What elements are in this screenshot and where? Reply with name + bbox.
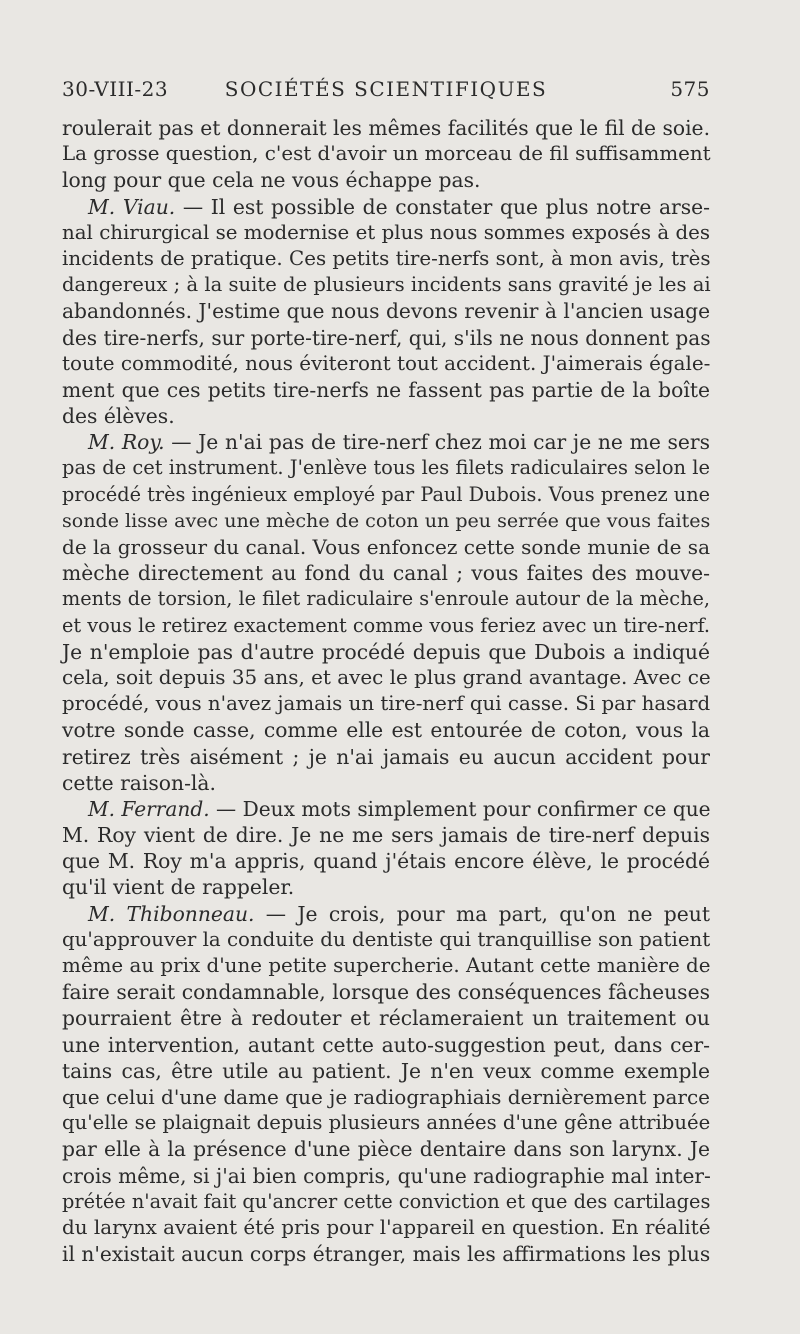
line-text: procédé très ingénieux employé par Paul Dubois. Vous prenez une <box>62 482 710 506</box>
line-text: des tire-nerfs, sur porte-tire-nerf, qui, s'ils ne nous donnent pas <box>62 325 711 350</box>
line-text: roulerait pas et donnerait les mêmes facilités que le fil de soie. <box>62 116 711 140</box>
speaker-name: M. Thibonneau. <box>88 901 255 926</box>
text-line <box>62 167 710 193</box>
text-line <box>62 691 710 717</box>
line-text: pas de cet instrument. J'enlève tous les filets radiculaires selon le <box>62 456 710 480</box>
text-line <box>62 1084 710 1110</box>
text-line <box>62 377 710 403</box>
text-line <box>62 1189 710 1215</box>
text-line <box>62 1163 710 1189</box>
line-text: qu'elle se plaignait depuis plusieurs années d'une gêne attribuée <box>62 1111 711 1135</box>
text-line <box>62 298 710 324</box>
text-line <box>62 1215 710 1241</box>
line-text: M. Roy vient de dire. Je ne me sers jamais de tire-nerf depuis <box>62 823 710 848</box>
line-text: pourraient être à redouter et réclameraient un traitement ou <box>62 1006 710 1031</box>
line-text: même au prix d'une petite supercherie. Autant cette manière de <box>62 954 711 977</box>
line-text: il n'existait aucun corps étranger, mais les affirmations les plus <box>62 1242 711 1267</box>
line-text: cela, soit depuis 35 ans, et avec le plus grand avantage. Avec ce <box>62 665 711 689</box>
line-text: par elle à la présence d'une pièce dentaire dans son larynx. Je <box>62 1137 710 1162</box>
text-line <box>62 429 710 455</box>
line-text: toute commodité, nous éviteront tout accident. J'aimerais égale- <box>62 351 711 375</box>
text-line <box>62 744 710 770</box>
line-text: votre sonde casse, comme elle est entourée de coton, vous la <box>62 718 710 743</box>
text-line <box>62 455 710 481</box>
text-line <box>62 901 710 927</box>
text-line <box>62 586 710 612</box>
text-line <box>62 665 710 691</box>
line-text: ment que ces petits tire-nerfs ne fassent pas partie de la boîte <box>62 377 710 402</box>
text-line <box>62 508 710 534</box>
header-date: 30-VIII-23 <box>62 77 169 101</box>
line-text: dangereux ; à la suite de plusieurs incidents sans gravité je les ai <box>62 273 711 297</box>
text-line <box>62 1005 710 1031</box>
text-line <box>62 246 710 272</box>
text-line <box>62 822 710 848</box>
running-header <box>62 77 710 109</box>
text-line <box>62 639 710 665</box>
text-line <box>62 796 710 822</box>
text-line <box>62 534 710 560</box>
text-line <box>62 1136 710 1162</box>
speaker-name: M. Roy. <box>88 430 165 455</box>
line-text: de la grosseur du canal. Vous enfoncez cette sonde munie de sa <box>62 535 710 559</box>
line-text: cette raison-là. <box>62 770 216 795</box>
line-text: une intervention, autant cette auto-suggestion peut, dans cer- <box>62 1032 710 1057</box>
line-text: des élèves. <box>62 404 175 429</box>
text-line <box>62 482 710 508</box>
text-line <box>62 220 710 246</box>
text-line <box>62 272 710 298</box>
line-text: que celui d'une dame que je radiographiais dernièrement parce <box>62 1084 711 1109</box>
speaker-name: M. Ferrand. <box>88 796 210 821</box>
text-line <box>62 141 710 167</box>
line-text: — Je n'ai pas de tire-nerf chez moi car je ne me sers <box>164 430 710 455</box>
line-text: — Deux mots simplement pour confirmer ce que <box>209 796 711 821</box>
line-text: nal chirurgical se modernise et plus nous sommes exposés à des <box>62 220 710 244</box>
line-text: mèche directement au fond du canal ; vous faites des mouve- <box>62 561 710 586</box>
line-text: que M. Roy m'a appris, quand j'étais encore élève, le procédé <box>62 849 710 874</box>
text-line <box>62 770 710 796</box>
line-text: qu'il vient de rappeler. <box>62 875 295 900</box>
text-line <box>62 1110 710 1136</box>
line-text: retirez très aisément ; je n'ai jamais eu aucun accident pour <box>62 744 710 769</box>
text-line <box>62 979 710 1005</box>
text-line <box>62 1058 710 1084</box>
text-line <box>62 953 710 979</box>
line-text: long pour que cela ne vous échappe pas. <box>62 168 481 193</box>
text-line <box>62 194 710 220</box>
line-text: crois même, si j'ai bien compris, qu'une radiographie mal inter- <box>62 1163 711 1188</box>
text-line <box>62 927 710 953</box>
text-line <box>62 613 710 639</box>
line-text: du larynx avaient été pris pour l'appareil en question. En réalité <box>62 1215 711 1239</box>
line-text: La grosse question, c'est d'avoir un morceau de fil suffisamment <box>62 142 711 166</box>
line-text: ments de torsion, le filet radiculaire s'enroule autour de la mèche, <box>62 587 710 611</box>
text-line <box>62 848 710 874</box>
line-text: faire serait condamnable, lorsque des conséquences fâcheuses <box>62 980 710 1005</box>
line-text: abandonnés. J'estime que nous devons revenir à l'ancien usage <box>62 299 711 324</box>
text-line <box>62 560 710 586</box>
line-text: et vous le retirez exactement comme vous feriez avec un tire-nerf. <box>62 613 711 637</box>
page-number: 575 <box>670 77 710 101</box>
text-line <box>62 325 710 351</box>
text-line <box>62 115 710 141</box>
header-title: SOCIÉTÉS SCIENTIFIQUES <box>224 77 548 101</box>
text-line <box>62 351 710 377</box>
line-text: — Il est possible de constater que plus notre arse- <box>175 194 710 219</box>
line-text: tains cas, être utile au patient. Je n'en veux comme exemple <box>62 1058 710 1083</box>
line-text: prétée n'avait fait qu'ancrer cette conviction et que des cartilages <box>62 1189 711 1213</box>
speaker-name: M. Viau. <box>88 194 176 219</box>
line-text: sonde lisse avec une mèche de coton un peu serrée que vous faites <box>62 509 711 532</box>
line-text: — Je crois, pour ma part, qu'on ne peut <box>254 901 710 926</box>
text-line <box>62 874 710 900</box>
line-text: incidents de pratique. Ces petits tire-nerfs sont, à mon avis, très <box>62 246 711 270</box>
text-line <box>62 1241 710 1267</box>
line-text: qu'approuver la conduite du dentiste qui tranquillise son patient <box>62 927 711 951</box>
line-text: procédé, vous n'avez jamais un tire-nerf qui casse. Si par hasard <box>62 692 711 716</box>
line-text: Je n'emploie pas d'autre procédé depuis que Dubois a indiqué <box>62 639 710 664</box>
text-line <box>62 403 710 429</box>
text-line <box>62 1032 710 1058</box>
text-line <box>62 717 710 743</box>
body-text <box>62 115 710 1267</box>
